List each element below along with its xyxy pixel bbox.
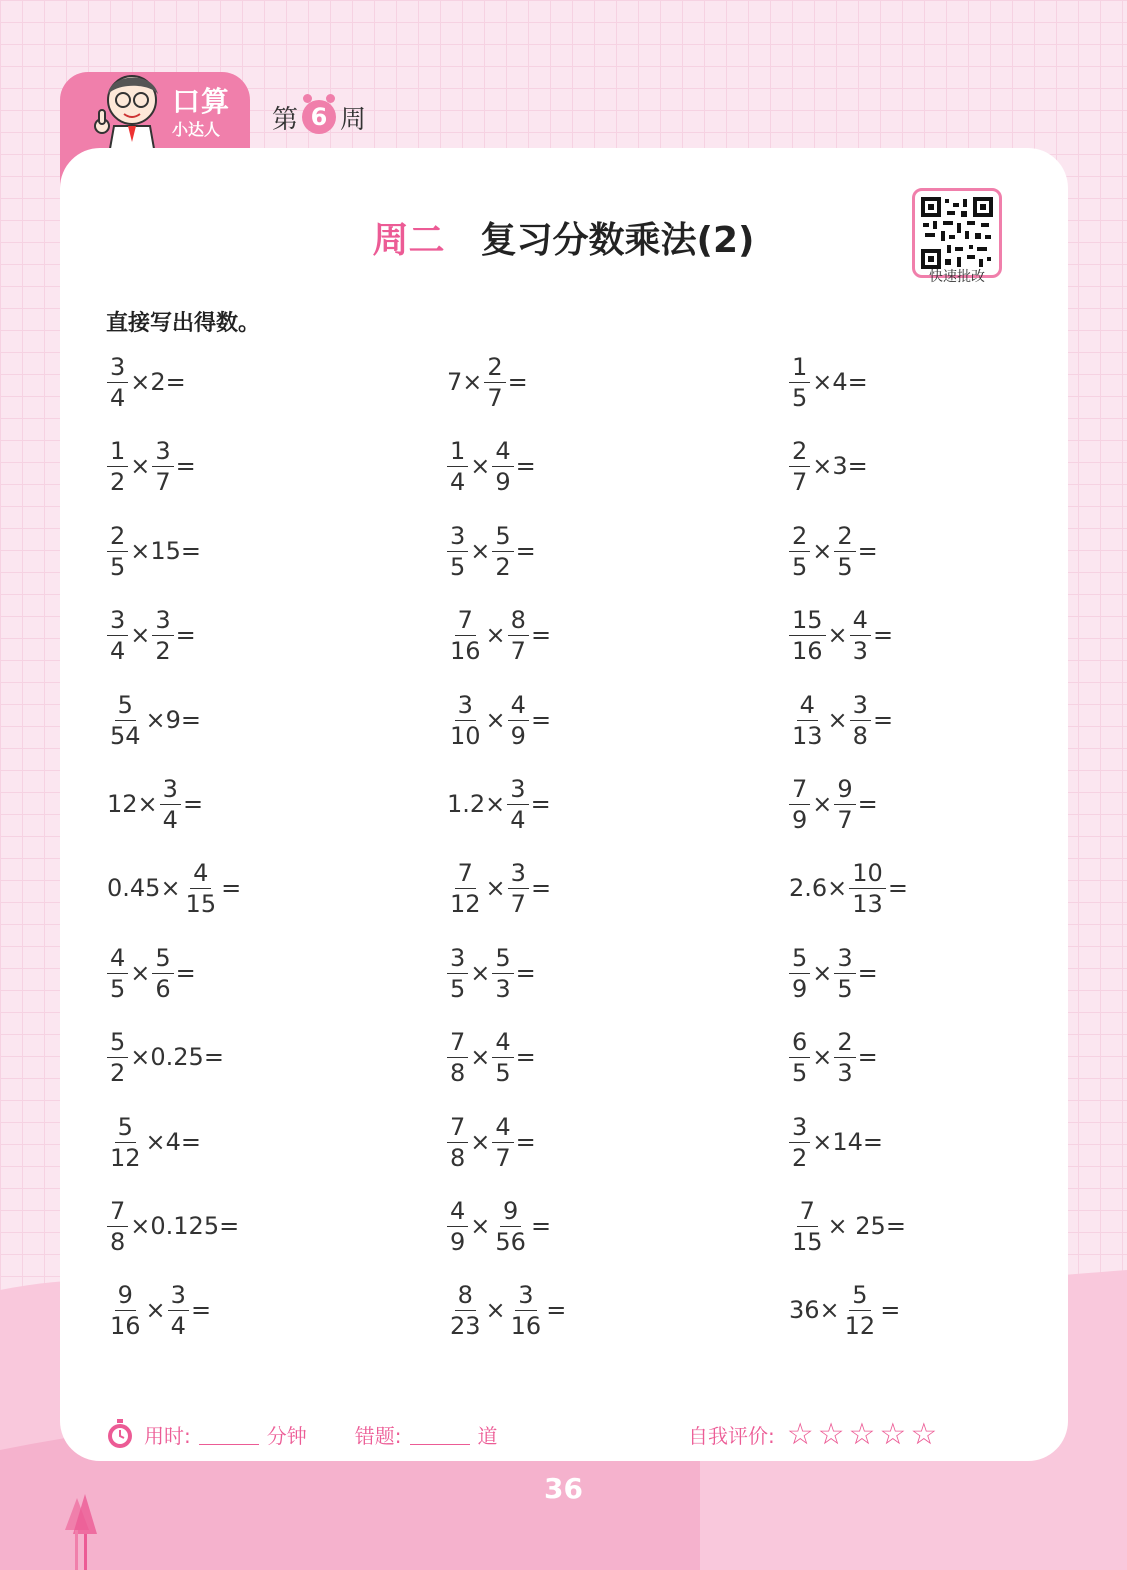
brand-title: 口算 bbox=[172, 85, 231, 118]
fraction-denominator: 7 bbox=[510, 636, 526, 665]
fraction-denominator: 6 bbox=[155, 974, 171, 1003]
problem-r12-c2 bbox=[446, 1280, 567, 1340]
fraction bbox=[834, 943, 855, 1003]
problem-r1-c2 bbox=[446, 352, 529, 412]
fraction-denominator: 7 bbox=[792, 467, 808, 496]
fraction-denominator: 8 bbox=[852, 721, 868, 750]
fraction-denominator: 16 bbox=[792, 636, 823, 665]
problem-r8-c2 bbox=[446, 943, 537, 1003]
expression-text: = bbox=[857, 537, 878, 565]
fraction bbox=[107, 1280, 144, 1340]
fraction bbox=[447, 605, 484, 665]
expression-text: 0.45× bbox=[107, 874, 181, 902]
problem-r9-c3 bbox=[788, 1027, 879, 1087]
fraction bbox=[107, 352, 128, 412]
fraction bbox=[447, 690, 484, 750]
fraction bbox=[508, 605, 529, 665]
fraction bbox=[789, 1112, 810, 1172]
expression-text: = bbox=[507, 368, 528, 396]
fraction-numerator: 4 bbox=[107, 946, 128, 974]
fraction-denominator: 5 bbox=[495, 1058, 511, 1087]
expression-text: × bbox=[485, 1296, 506, 1324]
fraction bbox=[484, 352, 505, 412]
fraction-numerator: 5 bbox=[789, 946, 810, 974]
fraction-numerator: 4 bbox=[850, 608, 871, 636]
fraction bbox=[789, 774, 810, 834]
fraction-numerator: 7 bbox=[455, 861, 476, 889]
fraction-denominator: 7 bbox=[487, 383, 503, 412]
problem-r1-c3 bbox=[788, 352, 869, 412]
fraction-denominator: 7 bbox=[495, 1143, 511, 1172]
problem-r6-c3 bbox=[788, 774, 879, 834]
qr-code-icon bbox=[921, 197, 993, 269]
fraction-numerator: 3 bbox=[168, 1283, 189, 1311]
fraction-denominator: 9 bbox=[792, 974, 808, 1003]
expression-text: = bbox=[546, 1296, 567, 1324]
fraction-denominator: 8 bbox=[450, 1143, 466, 1172]
fraction-denominator: 12 bbox=[110, 1143, 141, 1172]
brand-subtitle: 小达人 bbox=[172, 120, 221, 139]
expression-text: 12× bbox=[107, 790, 158, 818]
expression-text: × bbox=[470, 1212, 491, 1240]
fraction-numerator: 3 bbox=[850, 693, 871, 721]
errors-label: 错题: bbox=[354, 1423, 402, 1448]
worksheet-card bbox=[60, 148, 1068, 1461]
qr-code[interactable] bbox=[912, 188, 1002, 278]
fraction bbox=[107, 605, 128, 665]
title-topic: 复习分数乘法(2) bbox=[480, 220, 755, 261]
expression-text: × bbox=[145, 1296, 166, 1324]
expression-text: × bbox=[470, 1128, 491, 1156]
fraction-denominator: 7 bbox=[510, 889, 526, 918]
fraction-denominator: 54 bbox=[110, 721, 141, 750]
fraction-denominator: 5 bbox=[837, 552, 853, 581]
expression-text: ×3= bbox=[812, 452, 868, 480]
fraction-denominator: 4 bbox=[510, 805, 526, 834]
expression-text: × bbox=[812, 537, 833, 565]
fraction bbox=[789, 1027, 810, 1087]
problem-r3-c3 bbox=[788, 521, 879, 581]
expression-text: = bbox=[182, 790, 204, 818]
expression-text: = bbox=[872, 621, 894, 649]
fraction-denominator: 4 bbox=[170, 1311, 186, 1340]
fraction-numerator: 2 bbox=[834, 524, 855, 552]
fraction bbox=[107, 690, 144, 750]
time-unit: 分钟 bbox=[266, 1423, 307, 1448]
fraction-denominator: 5 bbox=[837, 974, 853, 1003]
fraction bbox=[850, 690, 871, 750]
expression-text: × bbox=[470, 452, 491, 480]
problem-r7-c1 bbox=[106, 858, 242, 918]
problem-r1-c1 bbox=[106, 352, 187, 412]
expression-text: = bbox=[530, 706, 552, 734]
fraction-numerator: 5 bbox=[492, 946, 513, 974]
problem-r4-c3 bbox=[788, 605, 894, 665]
fraction bbox=[849, 858, 886, 918]
problem-r11-c3 bbox=[788, 1196, 907, 1256]
fraction-numerator: 2 bbox=[789, 524, 810, 552]
footer-timing bbox=[106, 1418, 498, 1450]
problem-r2-c3 bbox=[788, 436, 869, 496]
problem-r7-c3 bbox=[788, 858, 909, 918]
fraction bbox=[447, 1027, 468, 1087]
fraction-numerator: 7 bbox=[447, 1115, 468, 1143]
fraction bbox=[107, 521, 128, 581]
week-number-badge: 6 bbox=[302, 100, 336, 134]
expression-text: × bbox=[827, 621, 848, 649]
tree-decoration bbox=[55, 1490, 105, 1570]
problem-r5-c2 bbox=[446, 690, 552, 750]
expression-text: ×15= bbox=[130, 537, 202, 565]
expression-text: × bbox=[485, 621, 506, 649]
expression-text: × bbox=[470, 537, 491, 565]
fraction-denominator: 2 bbox=[110, 467, 126, 496]
expression-text: ×4= bbox=[145, 1128, 202, 1156]
problem-r3-c2 bbox=[446, 521, 537, 581]
expression-text: = bbox=[515, 1043, 536, 1071]
fraction bbox=[152, 605, 173, 665]
expression-text: × bbox=[130, 621, 151, 649]
expression-text: = bbox=[530, 1212, 552, 1240]
fraction bbox=[508, 858, 529, 918]
expression-text: ×14= bbox=[812, 1128, 884, 1156]
errors-input[interactable] bbox=[410, 1424, 470, 1445]
fraction-numerator: 3 bbox=[834, 946, 855, 974]
fraction-denominator: 23 bbox=[450, 1311, 481, 1340]
fraction-denominator: 2 bbox=[495, 552, 511, 581]
fraction-denominator: 4 bbox=[450, 467, 466, 496]
expression-text: ×4= bbox=[812, 368, 868, 396]
fraction-denominator: 5 bbox=[110, 974, 126, 1003]
expression-text: = bbox=[857, 959, 878, 987]
fraction-numerator: 3 bbox=[447, 946, 468, 974]
fraction-denominator: 5 bbox=[110, 552, 126, 581]
fraction-numerator: 5 bbox=[115, 693, 136, 721]
fraction-numerator: 5 bbox=[115, 1115, 136, 1143]
expression-text: × bbox=[130, 959, 151, 987]
fraction-numerator: 4 bbox=[492, 1030, 513, 1058]
expression-text: = bbox=[857, 790, 878, 818]
fraction bbox=[789, 605, 826, 665]
fraction bbox=[492, 1196, 529, 1256]
fraction bbox=[447, 436, 468, 496]
fraction-denominator: 3 bbox=[852, 636, 868, 665]
fraction-numerator: 6 bbox=[789, 1030, 810, 1058]
expression-text: × bbox=[470, 959, 491, 987]
fraction-denominator: 8 bbox=[450, 1058, 466, 1087]
expression-text: 36× bbox=[789, 1296, 840, 1324]
problem-r11-c2 bbox=[446, 1196, 552, 1256]
expression-text: × bbox=[812, 959, 833, 987]
fraction bbox=[447, 1112, 468, 1172]
fraction bbox=[834, 1027, 855, 1087]
fraction bbox=[842, 1280, 879, 1340]
fraction bbox=[107, 943, 128, 1003]
fraction-numerator: 4 bbox=[492, 1115, 513, 1143]
fraction-numerator: 4 bbox=[447, 1199, 468, 1227]
expression-text: ×2= bbox=[130, 368, 186, 396]
fraction-denominator: 16 bbox=[450, 636, 481, 665]
fraction bbox=[789, 521, 810, 581]
fraction-numerator: 3 bbox=[789, 1115, 810, 1143]
expression-text: 1.2× bbox=[447, 790, 506, 818]
fraction-numerator: 3 bbox=[508, 861, 529, 889]
expression-text: ×0.25= bbox=[130, 1043, 224, 1071]
errors-unit: 道 bbox=[477, 1423, 498, 1448]
fraction bbox=[789, 1196, 826, 1256]
problem-r10-c2 bbox=[446, 1112, 537, 1172]
expression-text: × bbox=[812, 1043, 833, 1071]
fraction-numerator: 5 bbox=[152, 946, 173, 974]
fraction-numerator: 9 bbox=[115, 1283, 136, 1311]
fraction bbox=[168, 1280, 189, 1340]
fraction-denominator: 12 bbox=[450, 889, 481, 918]
footer-self-eval bbox=[688, 1418, 941, 1450]
fraction-numerator: 10 bbox=[849, 861, 886, 889]
fraction bbox=[152, 943, 173, 1003]
expression-text: = bbox=[872, 706, 894, 734]
self-eval-label: 自我评价: bbox=[688, 1423, 775, 1448]
fraction-numerator: 5 bbox=[849, 1283, 870, 1311]
fraction-numerator: 3 bbox=[160, 777, 181, 805]
expression-text: = bbox=[857, 1043, 878, 1071]
problem-r6-c2 bbox=[446, 774, 552, 834]
fraction-numerator: 2 bbox=[789, 439, 810, 467]
fraction-denominator: 15 bbox=[185, 889, 217, 918]
problem-r9-c1 bbox=[106, 1027, 225, 1087]
fraction-numerator: 7 bbox=[447, 1030, 468, 1058]
fraction-denominator: 16 bbox=[110, 1311, 141, 1340]
fraction bbox=[107, 1112, 144, 1172]
expression-text: 7× bbox=[447, 368, 483, 396]
fraction-denominator: 4 bbox=[110, 636, 126, 665]
fraction bbox=[507, 774, 528, 834]
problem-r10-c1 bbox=[106, 1112, 202, 1172]
fraction-denominator: 4 bbox=[110, 383, 126, 412]
fraction-denominator: 56 bbox=[495, 1227, 526, 1256]
fraction-numerator: 3 bbox=[107, 608, 128, 636]
fraction bbox=[492, 436, 513, 496]
expression-text: × bbox=[130, 452, 151, 480]
week-indicator bbox=[272, 97, 366, 137]
fraction bbox=[447, 1196, 468, 1256]
expression-text: × bbox=[485, 874, 506, 902]
fraction-numerator: 1 bbox=[107, 439, 128, 467]
fraction-denominator: 13 bbox=[792, 721, 823, 750]
fraction-numerator: 2 bbox=[834, 1030, 855, 1058]
fraction-numerator: 4 bbox=[797, 693, 818, 721]
fraction bbox=[447, 521, 468, 581]
fraction-denominator: 16 bbox=[510, 1311, 542, 1340]
fraction-numerator: 7 bbox=[797, 1199, 818, 1227]
fraction bbox=[447, 943, 468, 1003]
problem-r6-c1 bbox=[106, 774, 204, 834]
fraction-denominator: 5 bbox=[792, 1058, 808, 1087]
problem-r10-c3 bbox=[788, 1112, 884, 1172]
fraction bbox=[789, 690, 826, 750]
fraction bbox=[492, 521, 513, 581]
fraction-numerator: 3 bbox=[107, 355, 128, 383]
expression-text: × bbox=[470, 1043, 491, 1071]
fraction-numerator: 5 bbox=[107, 1030, 128, 1058]
fraction-numerator: 5 bbox=[492, 524, 513, 552]
fraction bbox=[447, 858, 484, 918]
problem-r3-c1 bbox=[106, 521, 202, 581]
expression-text: = bbox=[221, 874, 242, 902]
fraction bbox=[834, 774, 855, 834]
expression-text: = bbox=[175, 959, 196, 987]
fraction-numerator: 1 bbox=[789, 355, 810, 383]
expression-text: = bbox=[880, 1296, 901, 1324]
fraction-numerator: 4 bbox=[190, 861, 211, 889]
time-input[interactable] bbox=[199, 1424, 259, 1445]
fraction-denominator: 5 bbox=[450, 552, 466, 581]
fraction-denominator: 7 bbox=[155, 467, 171, 496]
fraction-numerator: 3 bbox=[507, 777, 528, 805]
fraction-numerator: 8 bbox=[508, 608, 529, 636]
week-prefix: 第 bbox=[272, 104, 299, 135]
fraction-numerator: 2 bbox=[484, 355, 505, 383]
fraction-denominator: 3 bbox=[495, 974, 511, 1003]
fraction-denominator: 15 bbox=[792, 1227, 823, 1256]
problem-r8-c3 bbox=[788, 943, 879, 1003]
expression-text: × bbox=[827, 706, 848, 734]
problem-r4-c2 bbox=[446, 605, 552, 665]
fraction-denominator: 2 bbox=[155, 636, 171, 665]
rating-stars[interactable]: ☆☆☆☆☆ bbox=[786, 1416, 942, 1452]
qr-label: 快速批改 bbox=[929, 269, 985, 285]
mascot-illustration bbox=[80, 70, 170, 160]
problem-r5-c3 bbox=[788, 690, 894, 750]
instruction: 直接写出得数。 bbox=[106, 311, 261, 336]
fraction bbox=[183, 858, 220, 918]
fraction-denominator: 5 bbox=[792, 552, 808, 581]
fraction-numerator: 9 bbox=[834, 777, 855, 805]
fraction-numerator: 15 bbox=[789, 608, 826, 636]
fraction-numerator: 3 bbox=[447, 524, 468, 552]
expression-text: ×0.125= bbox=[130, 1212, 240, 1240]
problem-r12-c1 bbox=[106, 1280, 212, 1340]
problem-r4-c1 bbox=[106, 605, 197, 665]
fraction-numerator: 4 bbox=[508, 693, 529, 721]
expression-text: = bbox=[175, 621, 196, 649]
expression-text: = bbox=[515, 537, 536, 565]
fraction-numerator: 7 bbox=[107, 1199, 128, 1227]
expression-text: = bbox=[530, 874, 552, 902]
fraction-numerator: 9 bbox=[500, 1199, 521, 1227]
fraction-denominator: 9 bbox=[495, 467, 511, 496]
fraction-numerator: 3 bbox=[455, 693, 476, 721]
fraction bbox=[508, 1280, 545, 1340]
fraction-denominator: 2 bbox=[110, 1058, 126, 1087]
problem-r5-c1 bbox=[106, 690, 202, 750]
problem-r2-c1 bbox=[106, 436, 197, 496]
fraction bbox=[160, 774, 181, 834]
fraction-denominator: 9 bbox=[510, 721, 526, 750]
expression-text: = bbox=[530, 790, 551, 818]
fraction-denominator: 12 bbox=[844, 1311, 876, 1340]
fraction-denominator: 13 bbox=[852, 889, 883, 918]
fraction-denominator: 4 bbox=[162, 805, 178, 834]
fraction bbox=[107, 1196, 128, 1256]
problem-r11-c1 bbox=[106, 1196, 240, 1256]
problem-r8-c1 bbox=[106, 943, 197, 1003]
fraction-numerator: 7 bbox=[789, 777, 810, 805]
fraction bbox=[152, 436, 173, 496]
fraction bbox=[107, 436, 128, 496]
problem-r12-c3 bbox=[788, 1280, 901, 1340]
fraction-denominator: 8 bbox=[110, 1227, 126, 1256]
expression-text: = bbox=[175, 452, 196, 480]
fraction bbox=[107, 1027, 128, 1087]
fraction-numerator: 3 bbox=[515, 1283, 536, 1311]
expression-text: = bbox=[887, 874, 908, 902]
fraction-denominator: 10 bbox=[450, 721, 481, 750]
fraction bbox=[492, 1027, 513, 1087]
fraction bbox=[508, 690, 529, 750]
fraction-numerator: 3 bbox=[152, 608, 173, 636]
expression-text: = bbox=[515, 959, 536, 987]
expression-text: ×9= bbox=[145, 706, 202, 734]
expression-text: = bbox=[190, 1296, 212, 1324]
fraction-denominator: 5 bbox=[450, 974, 466, 1003]
fraction bbox=[789, 352, 810, 412]
problem-r9-c2 bbox=[446, 1027, 537, 1087]
fraction-numerator: 8 bbox=[455, 1283, 476, 1311]
expression-text: = bbox=[515, 1128, 536, 1156]
problem-r7-c2 bbox=[446, 858, 552, 918]
fraction-denominator: 9 bbox=[792, 805, 808, 834]
fraction bbox=[492, 943, 513, 1003]
fraction-numerator: 2 bbox=[107, 524, 128, 552]
fraction-numerator: 3 bbox=[152, 439, 173, 467]
expression-text: × bbox=[812, 790, 833, 818]
fraction-denominator: 7 bbox=[837, 805, 853, 834]
expression-text: = bbox=[515, 452, 536, 480]
fraction bbox=[850, 605, 871, 665]
fraction-denominator: 2 bbox=[792, 1143, 808, 1172]
fraction-denominator: 9 bbox=[450, 1227, 466, 1256]
expression-text: × bbox=[485, 706, 506, 734]
fraction-numerator: 1 bbox=[447, 439, 468, 467]
page-number: 36 bbox=[544, 1472, 583, 1505]
stopwatch-icon bbox=[106, 1419, 134, 1449]
title-day: 周二 bbox=[372, 220, 445, 261]
problem-r2-c2 bbox=[446, 436, 537, 496]
fraction bbox=[447, 1280, 484, 1340]
fraction-denominator: 3 bbox=[837, 1058, 853, 1087]
time-label: 用时: bbox=[144, 1423, 191, 1448]
expression-text: 2.6× bbox=[789, 874, 848, 902]
fraction-numerator: 4 bbox=[492, 439, 513, 467]
fraction bbox=[789, 436, 810, 496]
fraction bbox=[834, 521, 855, 581]
week-suffix: 周 bbox=[340, 104, 367, 135]
fraction-denominator: 5 bbox=[792, 383, 808, 412]
expression-text: = bbox=[530, 621, 552, 649]
expression-text: × 25= bbox=[827, 1212, 906, 1240]
fraction-numerator: 7 bbox=[455, 608, 476, 636]
fraction bbox=[492, 1112, 513, 1172]
fraction bbox=[789, 943, 810, 1003]
